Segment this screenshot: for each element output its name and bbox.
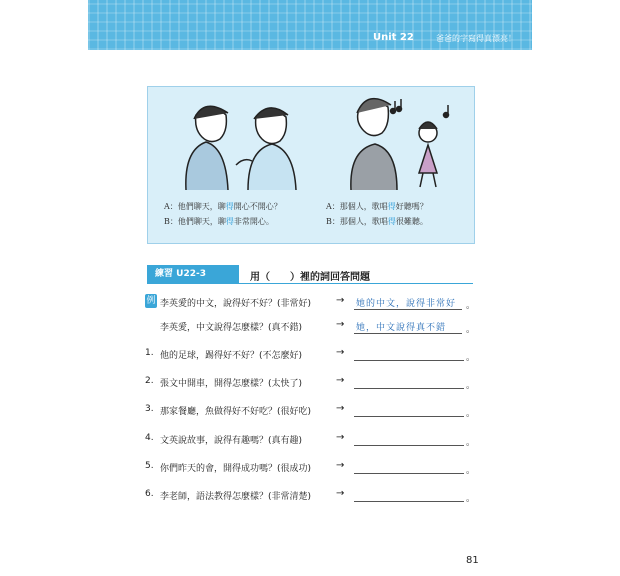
period: 。 [466, 466, 476, 476]
example-badge: 例 [146, 296, 156, 306]
period: 。 [466, 381, 476, 391]
period: 。 [466, 438, 476, 448]
page-number: 81 [466, 555, 479, 566]
question-text: 張文中開車，開得怎麼樣？(太快了) [160, 379, 303, 389]
section-divider [147, 283, 473, 284]
left-dialog-line-a: A：他們聊天，聊得開心不開心？ [164, 202, 282, 211]
illustration-box [147, 86, 475, 244]
right-dialog-line-b: B：那個人，歌唱得很難聽。 [326, 217, 428, 226]
answer-blank[interactable] [354, 388, 464, 389]
question-number: 1. [145, 348, 154, 358]
example-answer-line [354, 309, 462, 310]
answer-blank[interactable] [354, 416, 464, 417]
right-dialog-line-a: A：那個人，歌唱得好聽嗎？ [326, 202, 428, 211]
question-number: 3. [145, 404, 154, 414]
answer-blank[interactable] [354, 473, 464, 474]
answer-blank[interactable] [354, 445, 464, 446]
question-number: 4. [145, 433, 154, 443]
arrow-icon: → [336, 460, 345, 471]
answer-blank[interactable] [354, 501, 464, 502]
exercise-tag: 練習 U22-3 [147, 265, 239, 283]
question-number: 2. [145, 376, 154, 386]
question-number: 6. [145, 489, 154, 499]
example-answer-1: 她的中文，說得非常好 [356, 299, 457, 309]
unit-subtitle: 爸爸的字寫得真漂亮！ [436, 34, 516, 43]
period: 。 [466, 353, 476, 363]
example-question-2: 李英愛，中文說得怎麼樣？(真不錯) [160, 323, 303, 333]
arrow-icon: → [336, 347, 345, 358]
question-text: 那家餐廳，魚做得好不好吃？(很好吃) [160, 407, 312, 417]
arrow-icon: → [336, 488, 345, 499]
question-text: 你們昨天的會，開得成功嗎？(很成功) [160, 464, 312, 474]
period: 。 [466, 325, 476, 335]
example-question-1: 李英愛的中文，說得好不好？(非常好) [160, 299, 312, 309]
period: 。 [466, 494, 476, 504]
arrow-icon: → [336, 295, 345, 306]
arrow-icon: → [336, 319, 345, 330]
left-dialog [164, 199, 282, 229]
left-dialog-line-b: B：他們聊天，聊得非常開心。 [164, 217, 274, 226]
question-text: 文英說故事，說得有趣嗎？(真有趣) [160, 436, 303, 446]
question-text: 他的足球，踢得好不好？(不怎麼好) [160, 351, 303, 361]
period: 。 [466, 301, 476, 311]
arrow-icon: → [336, 375, 345, 386]
answer-blank[interactable] [354, 360, 464, 361]
chatting-people-illustration [166, 95, 316, 190]
unit-label: Unit 22 [373, 32, 414, 43]
right-dialog [326, 199, 428, 229]
question-text: 李老師，語法教得怎麼樣？(非常清楚) [160, 492, 312, 502]
singer-illustration [343, 95, 463, 190]
arrow-icon: → [336, 432, 345, 443]
example-answer-2: 她，中文說得真不錯 [356, 323, 447, 333]
question-number: 5. [145, 461, 154, 471]
arrow-icon: → [336, 403, 345, 414]
exercise-instruction: 用（ ）裡的詞回答問題 [250, 272, 370, 283]
example-answer-line [354, 333, 462, 334]
period: 。 [466, 409, 476, 419]
